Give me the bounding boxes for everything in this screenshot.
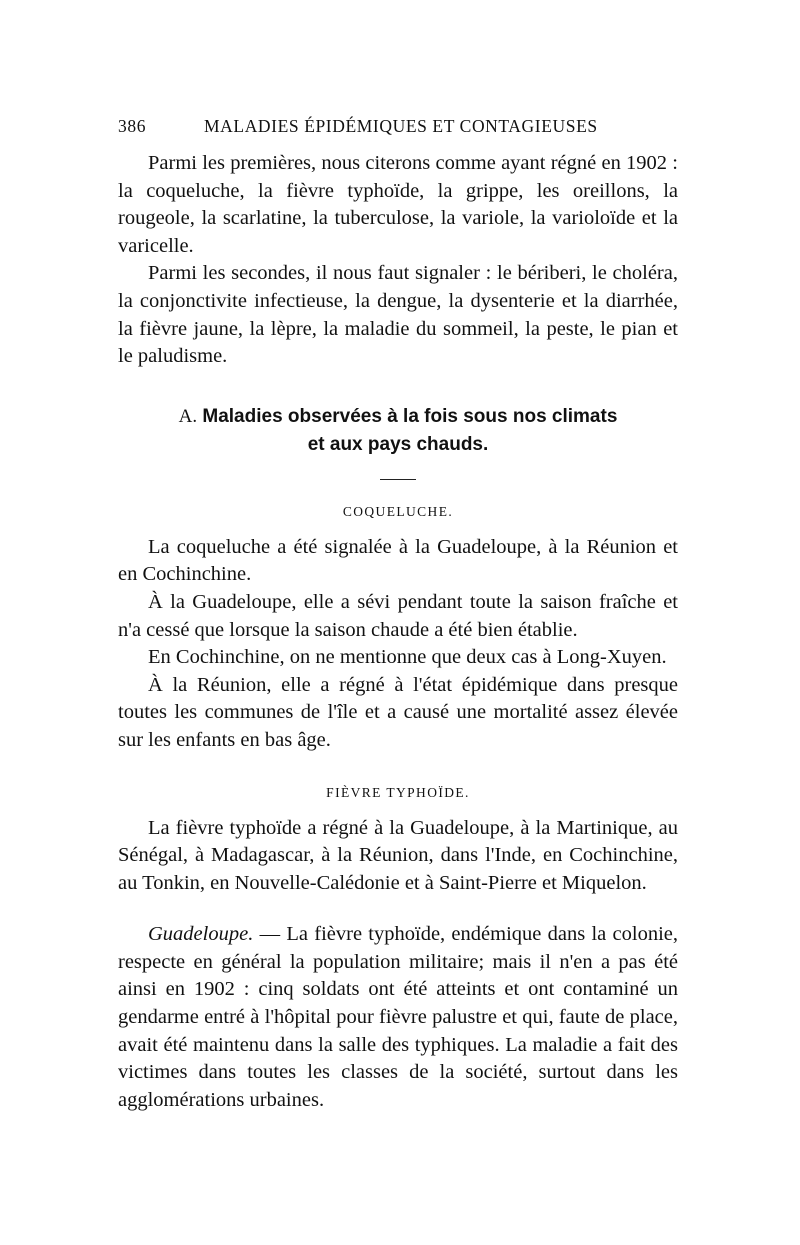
typhoide-paragraph-2: [118, 921, 678, 1114]
paragraph-gap: [118, 897, 678, 921]
subheading-fievre-typhoide: FIÈVRE TYPHOÏDE.: [326, 784, 470, 800]
section-letter: A.: [178, 405, 198, 427]
coqueluche-paragraph-2: À la Guadeloupe, elle a sévi pendant toute la saison fraîche et n'a cessé que lorsque la saison chaude a été bien établie.: [118, 590, 678, 641]
intro-paragraph-1: Parmi les premières, nous citerons comme ayant régné en 1902 : la coqueluche, la fièvre typhoïde, la grippe, les oreillons, la rougeole, la scarlatine, la tuberculose, la variole, la varioloïde et la varicelle.: [118, 152, 678, 257]
section-title-line-2: et aux pays chauds.: [307, 433, 489, 455]
coqueluche-paragraph-3: En Cochinchine, on ne mentionne que deux cas à Long-Xuyen.: [148, 646, 667, 669]
section-title-line-1: Maladies observées à la fois sous nos climats: [202, 405, 618, 427]
section-divider: [380, 479, 416, 480]
coqueluche-paragraph-1: La coqueluche a été signalée à la Guadeloupe, à la Réunion et en Cochinchine.: [118, 535, 678, 586]
place-name-guadeloupe: Guadeloupe.: [148, 923, 254, 946]
intro-paragraph-2: Parmi les secondes, il nous faut signaler : le bériberi, le choléra, la conjonctivite infectieuse, la dengue, la dysenterie et la diarrhée, la fièvre jaune, la lèpre, la maladie du sommeil, la peste, le pian et le paludisme.: [118, 262, 678, 368]
typhoide-paragraph-1: La fièvre typhoïde a régné à la Guadeloupe, à la Martinique, au Sénégal, à Madagascar, à la Réunion, dans l'Inde, en Cochinchine, au Tonkin, en Nouvelle-Calédonie et à Saint-Pierre et Miquelon.: [118, 816, 678, 894]
page-body: [118, 150, 678, 1114]
typhoide-paragraph-2-text: — La fièvre typhoïde, endémique dans la colonie, respecte en général la population militaire; mais il n'en a pas été ainsi en 1902 : cinq soldats ont été atteints et ont contaminé un gendarme entré à l'hôpital pour fièvre palustre et qui, faute de place, avait été maintenu dans la salle des typhiques. La maladie a fait des victimes dans toutes les classes de la société, surtout dans les agglomérations urbaines.: [118, 923, 678, 1111]
coqueluche-paragraph-4: À la Réunion, elle a régné à l'état épidémique dans presque toutes les communes de l'île et a causé une mortalité assez élevée sur les enfants en bas âge.: [118, 673, 678, 751]
running-title: MALADIES ÉPIDÉMIQUES ET CONTAGIEUSES: [204, 116, 598, 136]
subheading-coqueluche: COQUELUCHE.: [342, 503, 454, 519]
page-number: 386: [118, 116, 147, 136]
section-title: [118, 403, 678, 459]
